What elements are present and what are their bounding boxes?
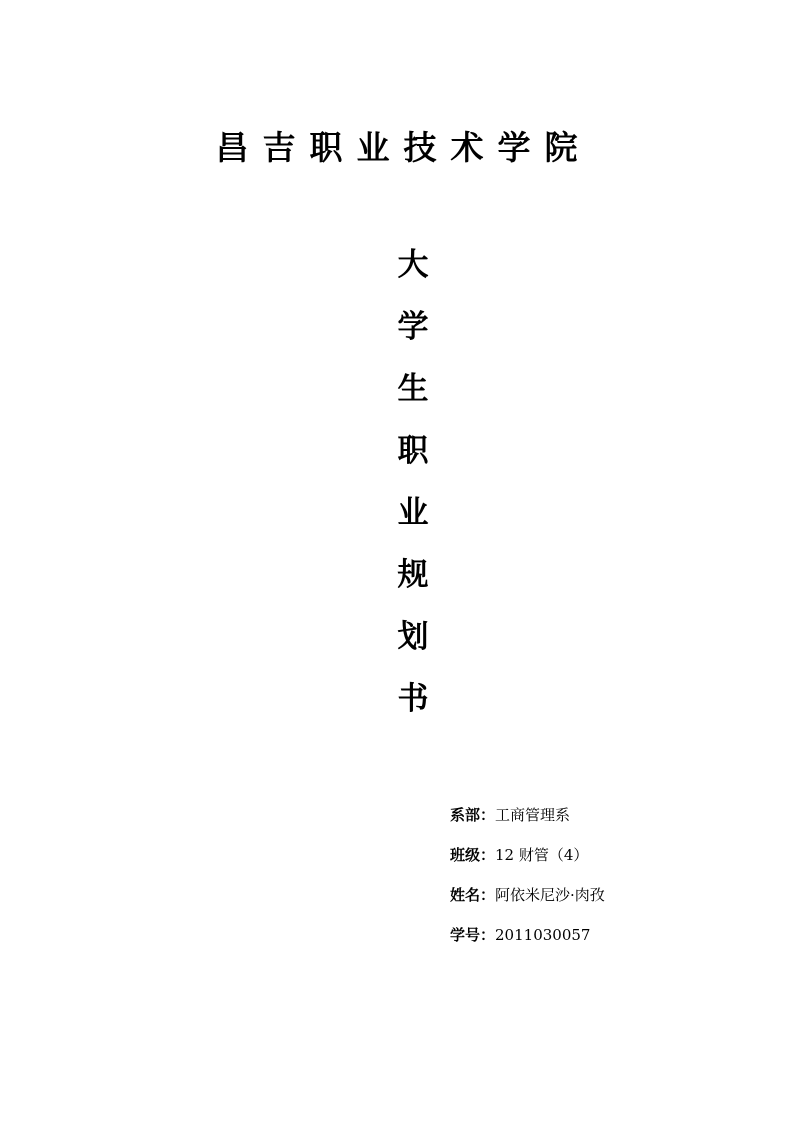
vertical-document-title bbox=[378, 234, 448, 730]
vertical-title-char: 学 bbox=[397, 309, 429, 345]
info-label-student-id: 学号： bbox=[450, 926, 496, 944]
vertical-title-char: 划 bbox=[397, 619, 429, 655]
info-row-student-id bbox=[450, 915, 770, 955]
vertical-title-char: 书 bbox=[397, 681, 429, 717]
vertical-title-char: 大 bbox=[397, 247, 429, 283]
info-value-student-id: 2011030057 bbox=[495, 926, 591, 944]
info-value-name: 阿依米尼沙·肉孜 bbox=[495, 886, 605, 904]
info-label-department: 系部： bbox=[450, 806, 496, 824]
info-row-name bbox=[450, 875, 770, 915]
info-row-department bbox=[450, 795, 770, 835]
info-value-class: 12 财管（4） bbox=[495, 846, 589, 864]
vertical-title-char: 生 bbox=[397, 371, 429, 407]
info-value-department: 工商管理系 bbox=[495, 806, 571, 824]
page-title: 昌吉职业技术学院 bbox=[215, 128, 592, 167]
vertical-title-char: 规 bbox=[397, 557, 429, 593]
vertical-title-char: 职 bbox=[397, 433, 429, 469]
info-label-name: 姓名： bbox=[450, 886, 496, 904]
vertical-title-char: 业 bbox=[397, 495, 429, 531]
student-info-block bbox=[450, 795, 770, 955]
info-label-class: 班级： bbox=[450, 846, 496, 864]
info-row-class bbox=[450, 835, 770, 875]
